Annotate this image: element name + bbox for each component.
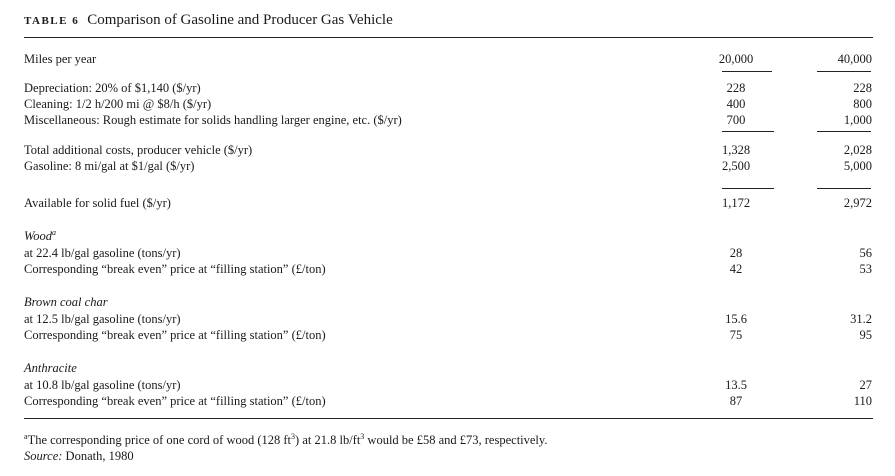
table-row — [0, 394, 895, 410]
row-value-40000: 110 — [853, 394, 872, 408]
table-row — [0, 143, 895, 159]
row-label: Miscellaneous: Rough estimate for solids handling larger engine, etc. ($/yr) — [24, 113, 402, 127]
row-value-20000: 700 — [726, 113, 746, 127]
available-rule-col2 — [817, 188, 871, 189]
header-label: Miles per year — [24, 52, 97, 66]
table-caption — [24, 12, 393, 29]
source-label: Source: — [24, 449, 63, 463]
footnote-text: ) at 21.8 lb/ft — [295, 433, 361, 448]
row-label: Depreciation: 20% of $1,140 ($/yr) — [24, 81, 201, 95]
row-value-20000: 75 — [729, 328, 743, 342]
table-row — [0, 97, 895, 113]
fuel-name: Brown coal char — [24, 295, 108, 309]
row-label: at 10.8 lb/gal gasoline (tons/yr) — [24, 378, 181, 392]
table-row — [0, 378, 895, 394]
header-col1: 20,000 — [718, 52, 754, 66]
available-rule-col1 — [722, 188, 774, 189]
row-value-40000: 1,000 — [843, 113, 872, 127]
row-value-20000: 228 — [726, 81, 746, 95]
row-value-20000: 1,328 — [721, 143, 751, 157]
row-value-40000: 800 — [853, 97, 872, 111]
footnote-superscript: 3 — [360, 432, 365, 441]
fuel-heading — [0, 361, 895, 377]
top-rule — [24, 37, 873, 38]
table-row — [0, 81, 895, 97]
footnote-marker: a — [52, 228, 57, 237]
row-label: at 12.5 lb/gal gasoline (tons/yr) — [24, 312, 181, 326]
row-value-40000: 5,000 — [843, 159, 872, 173]
header-underline-col2 — [817, 71, 871, 72]
row-value-40000: 56 — [859, 246, 872, 260]
bottom-rule — [24, 418, 873, 419]
row-label: Gasoline: 8 mi/gal at $1/gal ($/yr) — [24, 159, 195, 173]
row-value-40000: 27 — [859, 378, 872, 392]
row-value-20000: 42 — [729, 262, 743, 276]
table-title: Comparison of Gasoline and Producer Gas Vehicle — [87, 12, 393, 28]
header-row — [0, 52, 895, 68]
footnote-text: The corresponding price of one cord of wood (128 ft — [27, 433, 292, 448]
row-label: Cleaning: 1/2 h/200 mi @ $8/h ($/yr) — [24, 97, 212, 111]
table-row — [0, 312, 895, 328]
table-row — [0, 159, 895, 175]
row-label: Corresponding “break even” price at “filling station” (£/ton) — [24, 328, 326, 342]
row-value-40000: 228 — [853, 81, 872, 95]
table-row — [0, 196, 895, 212]
row-value-20000: 13.5 — [725, 378, 747, 392]
row-value-20000: 87 — [729, 394, 743, 408]
row-label: at 22.4 lb/gal gasoline (tons/yr) — [24, 246, 181, 260]
header-col2: 40,000 — [837, 52, 872, 66]
table-row — [0, 328, 895, 344]
table-row — [0, 246, 895, 262]
fuel-heading — [0, 228, 895, 244]
row-value-40000: 2,028 — [843, 143, 872, 157]
source-line — [24, 449, 134, 464]
row-value-20000: 15.6 — [725, 312, 747, 326]
row-value-20000: 2,500 — [721, 159, 751, 173]
footnote-marker: a — [24, 432, 28, 441]
row-value-40000: 53 — [859, 262, 872, 276]
subtotal-rule-col1 — [722, 131, 774, 132]
row-label: Corresponding “break even” price at “filling station” (£/ton) — [24, 394, 326, 408]
row-label: Available for solid fuel ($/yr) — [24, 196, 171, 210]
footnote-text: would be £58 and £73, respectively. — [364, 433, 548, 448]
fuel-heading — [0, 295, 895, 311]
fuel-name: Wood — [24, 229, 53, 244]
table-row — [0, 262, 895, 278]
row-value-20000: 400 — [726, 97, 746, 111]
footnote — [24, 432, 547, 448]
header-underline-col1 — [722, 71, 772, 72]
source-text: Donath, 1980 — [62, 449, 134, 463]
row-value-40000: 31.2 — [850, 312, 872, 326]
row-value-20000: 28 — [729, 246, 743, 260]
footnote-superscript: 3 — [291, 432, 296, 441]
fuel-name: Anthracite — [24, 361, 77, 375]
row-value-20000: 1,172 — [721, 196, 751, 210]
row-value-40000: 95 — [859, 328, 872, 342]
row-label: Corresponding “break even” price at “filling station” (£/ton) — [24, 262, 326, 276]
table-number: TABLE 6 — [24, 15, 80, 27]
row-label: Total additional costs, producer vehicle ($/yr) — [24, 143, 253, 157]
table-row — [0, 113, 895, 129]
row-value-40000: 2,972 — [843, 196, 872, 210]
subtotal-rule-col2 — [817, 131, 871, 132]
